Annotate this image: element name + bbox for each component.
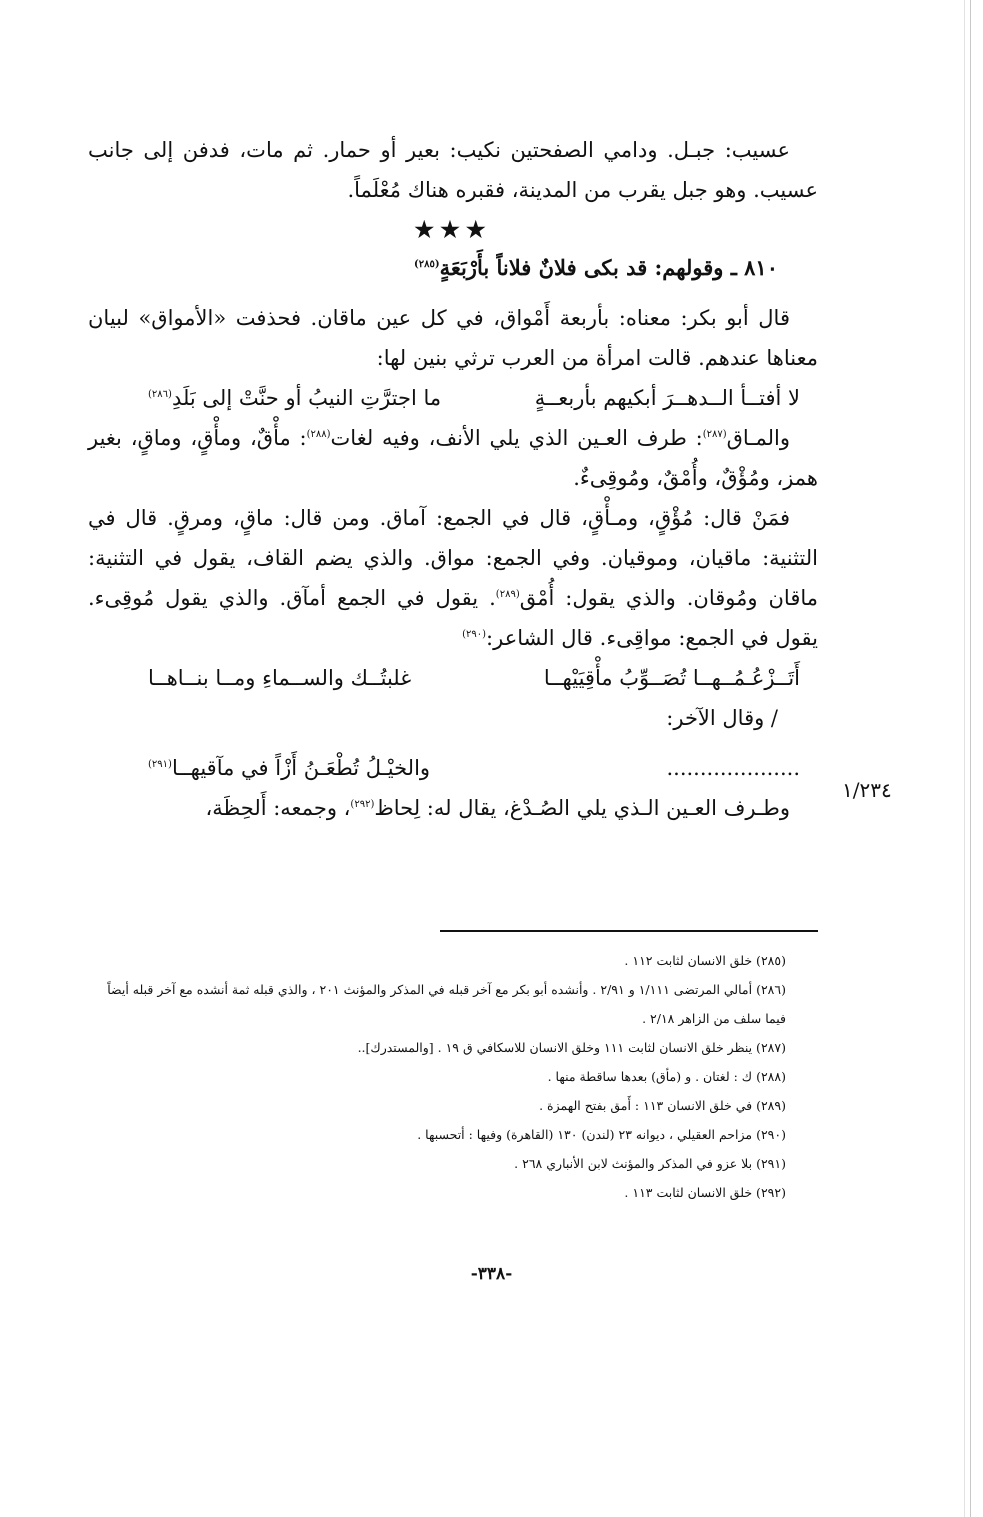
footnote-divider [440,930,818,932]
verse-1-second-hemistich-wrap [148,378,441,418]
paragraph-lihaz [88,788,818,828]
heading-text: ٨١٠ ـ وقولهم: قد بكى فلانٌ فلاناً بأَرْبَعَةٍ [439,255,778,280]
footnote-287: (٢٨٧) ينظر خلق الانسان لثابت ١١١ وخلق الانسان للاسكافي ق ١٩ . [والمستدرك].. [357,1040,786,1055]
verse-3-first-hemistich-dots: .................... [666,756,800,780]
verse-3-second-hemistich-wrap [148,748,430,788]
paragraph-abu-bakr: قال أبو بكر: معناه: بأربعة أَمْواق، في كل عين ماقان. فحذفت «الأمواق» لبيان معناها عندهم. قالت امرأة من العرب ترثي بنين لها: [88,306,818,370]
verse-line-2 [88,658,818,698]
section-separator-stars: ★★★ [414,217,492,243]
verse-1-first-hemistich: لا أفتــأ الــدهــرَ أبكيهم بأربعــةٍ [534,386,800,410]
paragraph-asib: عسيب: جبـل. ودامي الصفحتين نكيب: بعير أو حمار. ثم مات، فدفن إلى جانب عسيب. وهو جبل يقرب من المدينة، فقبره هناك مُعْلَماً. [88,138,818,202]
scan-edge-line [970,0,971,1517]
footnote-285: (٢٨٥) خلق الانسان لثابت ١١٢ . [624,953,786,968]
paragraph-plurals-part-b: . يقول في الجمع أمآق. والذي يقول مُوقِىء. يقول في الجمع: مواقِىء. قال الشاعر: [88,586,818,650]
footnote-ref-285: (٢٨٥) [413,259,440,270]
paragraph-lihaz-part-b: ، وجمعه: أَلحِظَة، [205,796,351,820]
verse-1-second-hemistich: ما اجترَّتِ النيبُ أو حنَّتْ إلى بَلَدِ [171,386,442,410]
footnote-288: (٢٨٨) ك : لغتان . و (مأق) بعدها ساقطة منها . [547,1069,786,1084]
footnote-ref-287: (٢٨٧) [702,429,727,440]
footnote-ref-286: (٢٨٦) [148,389,172,400]
footnote-ref-290: (٢٩٠) [462,629,487,640]
verse-3-second-hemistich: والخيْـلُ تُطْعَـنُ أَزْاً في مآقيهــا [171,756,431,780]
verse-2-first-hemistich: أَتَــزْعُـمُــهــا تُصَــوِّبُ مأْقِيَيْهــا [543,666,800,690]
page-number: -٣٣٨- [470,1264,513,1284]
footnote-ref-289: (٢٨٩) [495,589,520,600]
scan-edge-line-secondary [964,0,965,1517]
footnote-ref-291: (٢٩١) [148,759,172,770]
margin-folio-note: ١/٢٣٤ [842,778,892,802]
footnote-292: (٢٩٢) خلق الانسان لثابت ١١٣ . [624,1185,786,1200]
paragraph-maq [88,418,818,498]
verse-2-second-hemistich: غلبتُــك والســماءِ ومــا بنــاهــا [148,666,412,690]
verse-line-1 [88,378,818,418]
entry-heading-810 [88,248,778,288]
paragraph-plurals [88,498,818,658]
footnote-289: (٢٨٩) في خلق الانسان ١١٣ : أَمق بفتح الهمزة . [539,1098,786,1113]
line-qala-al-akhar: / وقال الآخر: [666,706,778,730]
footnote-291: (٢٩١) بلا عزو في المذكر والمؤنث لابن الأنباري ٢٦٨ . [514,1156,786,1171]
footnote-290: (٢٩٠) مزاحم العقيلي ، ديوانه ٢٣ (لندن) ١٣٠ (القاهرة) وفيها : أتحسبها . [417,1127,786,1142]
paragraph-plurals-part-a: فمَنْ قال: مُؤْقٍ، ومـأْقٍ، قال في الجمع: آماق. ومن قال: ماقٍ، ومرقٍ. قال في التثنية: ماقيان، وموقيان. وفي الجمع: مواق. والذي يضم القاف، يقول في التثنية: ماقان ومُوقان. والذي يقول: أُمْق [88,506,819,610]
paragraph-maq-part-b: : طرف العـين الذي يلي الأنف، وفيه لغات [330,426,703,450]
page-body [88,130,818,828]
paragraph-maq-part-a: والمـاق [726,426,790,450]
footnote-ref-292: (٢٩٢) [350,799,375,810]
footnote-ref-288: (٢٨٨) [306,429,331,440]
footnote-286: (٢٨٦) أمالي المرتضى ١/١١١ و ٢/٩١ . وأنشده أبو بكر مع آخر قبله في المذكر والمؤنث ٢٠١ ، والذي قبله ثمة أنشده مع آخر قبله أيضاً فيما سلف من الزاهر ٢/١٨ . [107,982,786,1026]
footnotes-block [86,946,786,1207]
paragraph-lihaz-part-a: وطـرف العـين الـذي يلي الصُـدْغ، يقال له: لِحاظ [374,796,790,820]
paragraph-maq-part-c: : مأْقٌ، ومأْقٍ، وماقٍ، بغير همز، ومُؤْقٌ، وأُمْقٌ، ومُوقِىءٌ. [88,426,818,490]
verse-line-3 [88,748,818,788]
